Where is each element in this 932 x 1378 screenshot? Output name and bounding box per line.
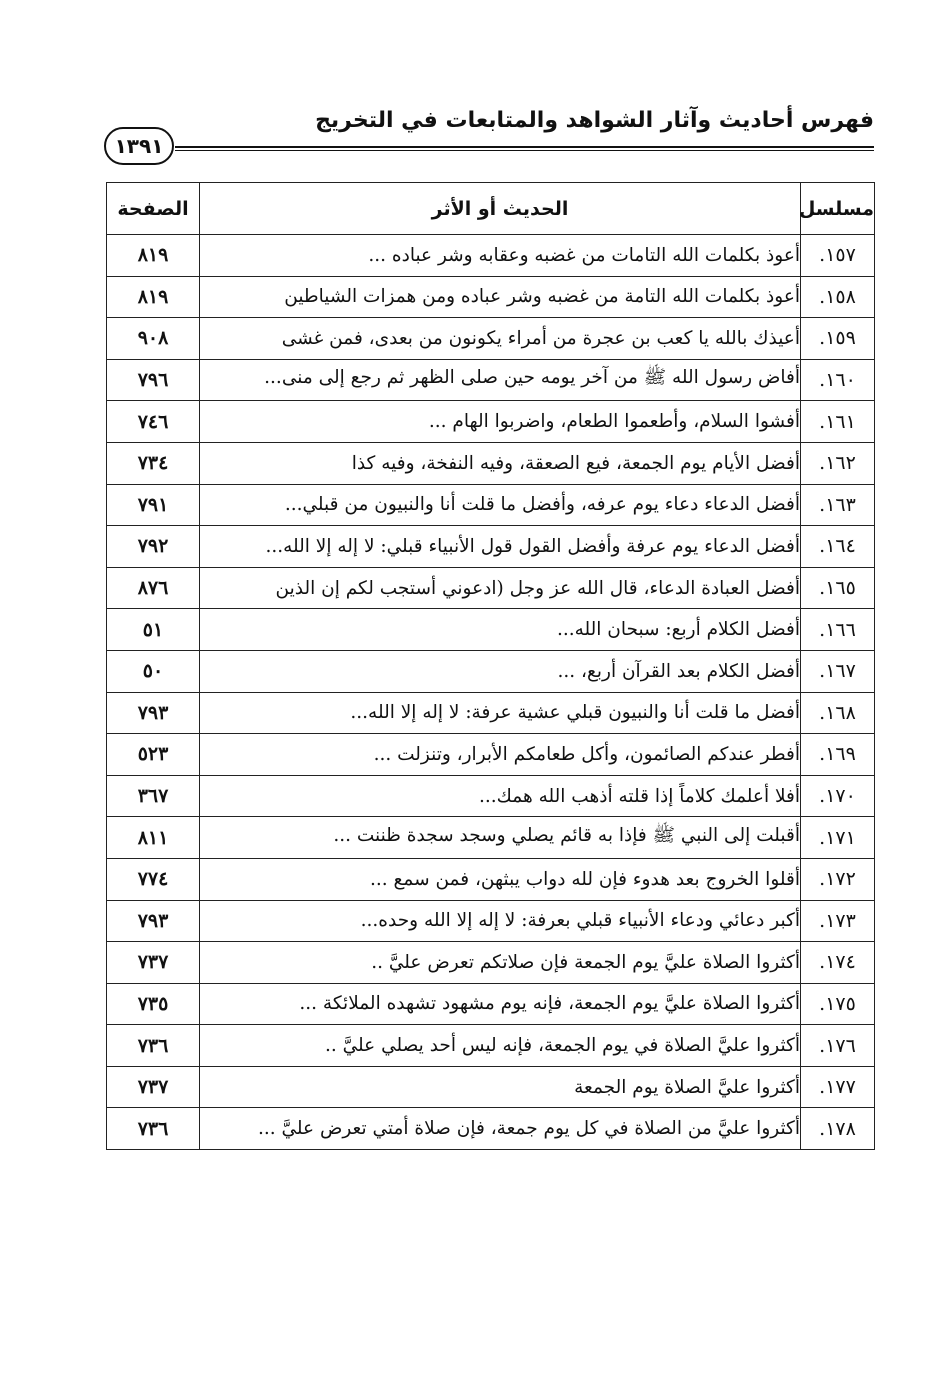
hadith-text-cell: أقلوا الخروج بعد هدوء فإن لله دواب يبثهن، فمن سمع ... xyxy=(200,858,801,900)
serial-cell: ١٦٢. xyxy=(801,442,875,484)
page-number-cell: ٧٩٣ xyxy=(107,900,200,942)
page-number-cell: ٧٩٢ xyxy=(107,526,200,568)
hadith-text-cell: أفضل الدعاء دعاء يوم عرفه، وأفضل ما قلت أنا والنبيون من قبلي... xyxy=(200,484,801,526)
page-number-cell: ٧٣٧ xyxy=(107,1066,200,1108)
page-number-cell: ٧٣٤ xyxy=(107,442,200,484)
page-number-cell: ٣٦٧ xyxy=(107,775,200,817)
serial-cell: ١٦١. xyxy=(801,401,875,443)
hadith-text-cell: أعوذ بكلمات الله التامة من غضبه وشر عباده ومن همزات الشياطين xyxy=(200,276,801,318)
page-number-cell: ٨٧٦ xyxy=(107,567,200,609)
hadith-text-cell: أفشوا السلام، وأطعموا الطعام، واضربوا الهام ... xyxy=(200,401,801,443)
table-row xyxy=(107,567,875,609)
table-row xyxy=(107,401,875,443)
hadith-text-cell: أفضل الأيام يوم الجمعة، فيع الصعقة، وفيه النفخة، وفيه كذا xyxy=(200,442,801,484)
page-number-cell: ٧٣٧ xyxy=(107,942,200,984)
serial-cell: ١٧٢. xyxy=(801,858,875,900)
page-number-cell: ٧٧٤ xyxy=(107,858,200,900)
serial-cell: ١٦٨. xyxy=(801,692,875,734)
serial-cell: ١٦٤. xyxy=(801,526,875,568)
serial-cell: ١٦٧. xyxy=(801,650,875,692)
serial-cell: ١٧٥. xyxy=(801,983,875,1025)
serial-cell: ١٦٩. xyxy=(801,734,875,776)
serial-cell: ١٧٨. xyxy=(801,1108,875,1150)
page-number-badge: ١٣٩١ xyxy=(104,127,174,165)
table-row xyxy=(107,775,875,817)
header-rule xyxy=(175,146,874,148)
table-row xyxy=(107,276,875,318)
serial-cell: ١٦٥. xyxy=(801,567,875,609)
table-body xyxy=(107,235,875,1150)
page-number-cell: ٨١١ xyxy=(107,817,200,859)
page-number-cell: ٧٣٦ xyxy=(107,1108,200,1150)
hadith-text-cell: أكثروا عليَّ من الصلاة في كل يوم جمعة، فإن صلاة أمتي تعرض عليَّ ... xyxy=(200,1108,801,1150)
serial-cell: ١٥٧. xyxy=(801,235,875,277)
hadith-text-cell: أعيذك بالله يا كعب بن عجرة من أمراء يكونون من بعدى، فمن غشى xyxy=(200,318,801,360)
hadith-text-cell: أفضل الكلام بعد القرآن أربع، ... xyxy=(200,650,801,692)
hadith-text-cell: أعوذ بكلمات الله التامات من غضبه وعقابه وشر عباده ... xyxy=(200,235,801,277)
table-row xyxy=(107,983,875,1025)
hadith-text-cell: أكثروا عليَّ الصلاة يوم الجمعة xyxy=(200,1066,801,1108)
column-header-page: الصفحة xyxy=(107,183,200,235)
page-number-cell: ٧٣٦ xyxy=(107,1025,200,1067)
hadith-text-cell: أكثروا عليَّ الصلاة في يوم الجمعة، فإنه ليس أحد يصلي عليَّ .. xyxy=(200,1025,801,1067)
hadith-text-cell: أفضل ما قلت أنا والنبيون قبلي عشية عرفة: لا إله إلا الله... xyxy=(200,692,801,734)
table-row xyxy=(107,1066,875,1108)
hadith-text-cell: أفضل الكلام أربع: سبحان الله... xyxy=(200,609,801,651)
table-row xyxy=(107,442,875,484)
hadith-text-cell: أكثروا الصلاة عليَّ يوم الجمعة فإن صلاتكم تعرض عليَّ .. xyxy=(200,942,801,984)
table-row xyxy=(107,1025,875,1067)
page-number-cell: ٧٣٥ xyxy=(107,983,200,1025)
page-number-cell: ٨١٩ xyxy=(107,235,200,277)
page-number-cell: ٧٩١ xyxy=(107,484,200,526)
table-row xyxy=(107,858,875,900)
table-row xyxy=(107,235,875,277)
table-row xyxy=(107,359,875,401)
page-number-cell: ٥٢٣ xyxy=(107,734,200,776)
hadith-text-cell: أكثروا الصلاة عليَّ يوم الجمعة، فإنه يوم مشهود تشهده الملائكة ... xyxy=(200,983,801,1025)
page-number-cell: ٨١٩ xyxy=(107,276,200,318)
page-number-cell: ٥٠ xyxy=(107,650,200,692)
hadith-text-cell: أفضل العبادة الدعاء، قال الله عز وجل (ادعوني أستجب لكم إن الذين xyxy=(200,567,801,609)
serial-cell: ١٧١. xyxy=(801,817,875,859)
hadith-text-cell: أكبر دعائي ودعاء الأنبياء قبلي بعرفة: لا إله إلا الله وحده... xyxy=(200,900,801,942)
serial-cell: ١٦٠. xyxy=(801,359,875,401)
table-row xyxy=(107,692,875,734)
table-row xyxy=(107,817,875,859)
hadith-text-cell: أفلا أعلمك كلاماً إذا قلته أذهب الله همك... xyxy=(200,775,801,817)
hadith-text-cell: أفطر عندكم الصائمون، وأكل طعامكم الأبرار، وتنزلت ... xyxy=(200,734,801,776)
column-header-hadith: الحديث أو الأثر xyxy=(200,183,801,235)
table-row xyxy=(107,1108,875,1150)
page-number-cell: ٧٩٣ xyxy=(107,692,200,734)
running-header-title: فهرس أحاديث وآثار الشواهد والمتابعات في التخريج xyxy=(315,108,874,133)
hadith-text-cell: أقبلت إلى النبي ﷺ فإذا به قائم يصلي وسجد سجدة ظننت ... xyxy=(200,817,801,859)
table-row xyxy=(107,318,875,360)
serial-cell: ١٦٦. xyxy=(801,609,875,651)
serial-cell: ١٦٣. xyxy=(801,484,875,526)
table-row xyxy=(107,942,875,984)
table-row xyxy=(107,484,875,526)
serial-cell: ١٥٨. xyxy=(801,276,875,318)
table-row xyxy=(107,900,875,942)
column-header-serial: مسلسل xyxy=(801,183,875,235)
serial-cell: ١٧٦. xyxy=(801,1025,875,1067)
page-number-cell: ٧٩٦ xyxy=(107,359,200,401)
serial-cell: ١٥٩. xyxy=(801,318,875,360)
table-row xyxy=(107,609,875,651)
hadith-text-cell: أفضل الدعاء يوم عرفة وأفضل القول قول الأنبياء قبلي: لا إله إلا الله... xyxy=(200,526,801,568)
hadith-index-table xyxy=(106,182,875,1150)
serial-cell: ١٧٧. xyxy=(801,1066,875,1108)
table-row xyxy=(107,650,875,692)
serial-cell: ١٧٣. xyxy=(801,900,875,942)
page-number-cell: ٧٤٦ xyxy=(107,401,200,443)
header-rule-thin xyxy=(175,150,874,151)
page-number-cell: ٥١ xyxy=(107,609,200,651)
serial-cell: ١٧٤. xyxy=(801,942,875,984)
hadith-text-cell: أفاض رسول الله ﷺ من آخر يومه حين صلى الظهر ثم رجع إلى منى... xyxy=(200,359,801,401)
table-header-row xyxy=(107,183,875,235)
serial-cell: ١٧٠. xyxy=(801,775,875,817)
table-row xyxy=(107,734,875,776)
page-number-cell: ٩٠٨ xyxy=(107,318,200,360)
table-row xyxy=(107,526,875,568)
